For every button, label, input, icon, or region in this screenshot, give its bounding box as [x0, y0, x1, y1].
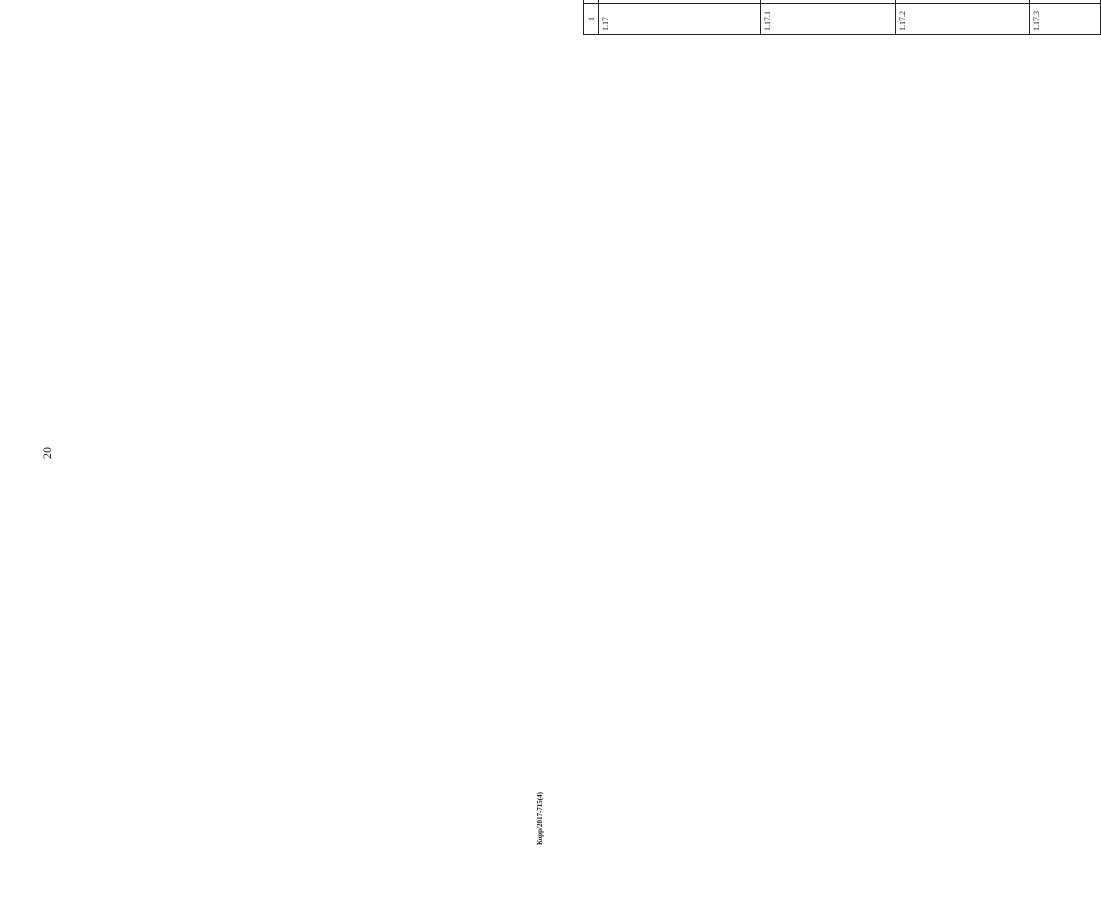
item-number-cell: 1.17.2	[895, 4, 1030, 35]
budget-table	[583, 0, 1101, 35]
item-name-cell	[895, 0, 1030, 4]
item-number-cell: 1.17.3	[1030, 4, 1101, 35]
document-code: Корр/2017-715(4)	[536, 792, 544, 845]
table-header-row	[584, 0, 599, 35]
item-number-cell: 1.17	[599, 4, 761, 35]
table-row	[760, 0, 785, 35]
item-number-cell: 1.17.1	[760, 4, 895, 35]
table-body	[599, 0, 1101, 35]
item-name-cell	[599, 0, 761, 4]
table-row	[895, 0, 920, 35]
item-name-cell	[760, 0, 895, 4]
budget-table-rotated	[583, 0, 1101, 35]
header-cell: 1	[584, 4, 599, 35]
header-cell	[584, 0, 599, 4]
table-row	[1030, 0, 1055, 35]
page-number: 20	[40, 447, 54, 459]
table-row	[599, 0, 628, 35]
item-name-cell	[1030, 0, 1101, 4]
